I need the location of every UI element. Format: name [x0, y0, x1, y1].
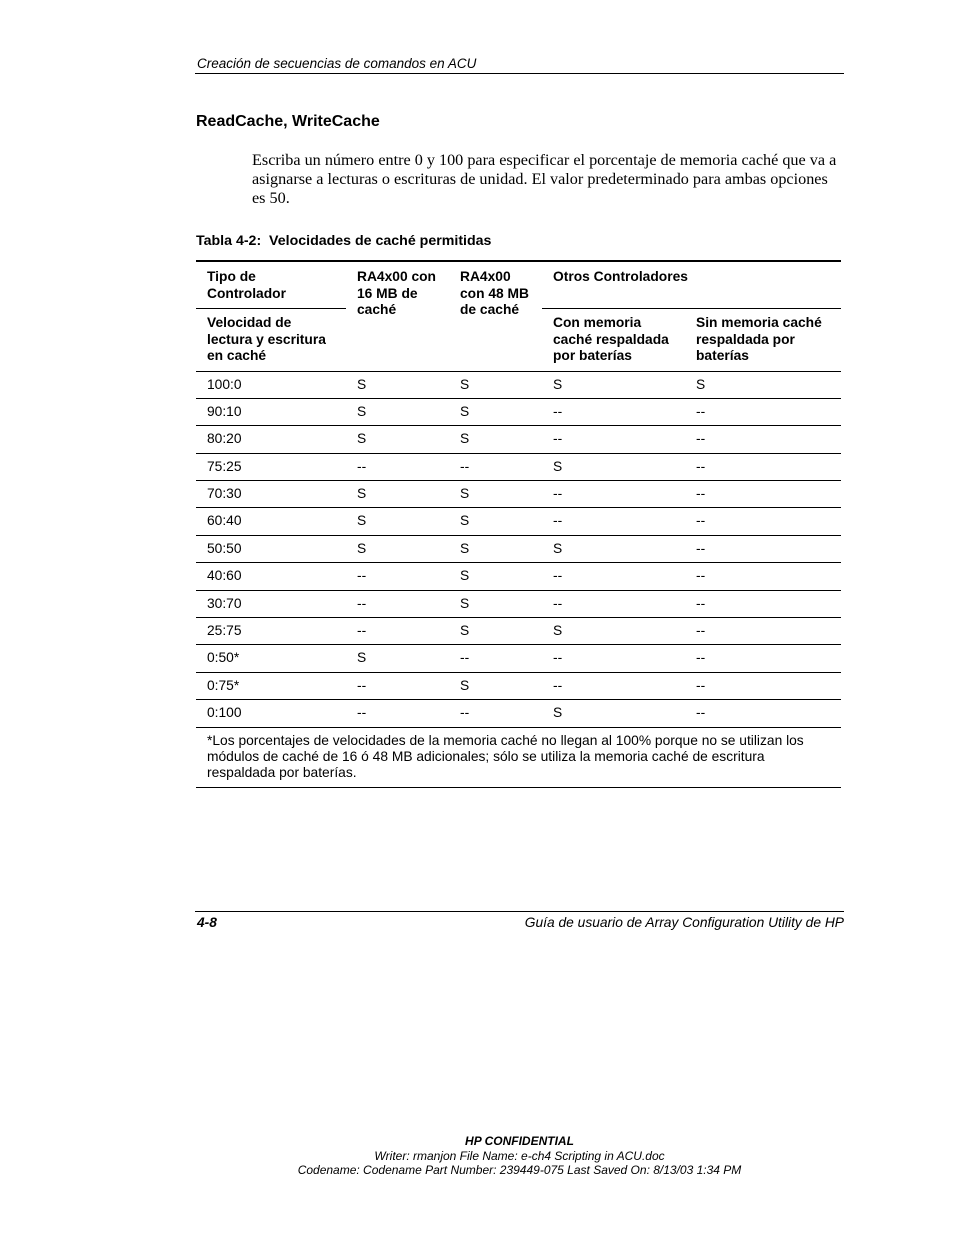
sin-bateria-cell: -- — [685, 645, 841, 672]
ra48-cell: S — [449, 590, 542, 617]
sin-bateria-cell: -- — [685, 618, 841, 645]
ra48-cell: S — [449, 481, 542, 508]
con-bateria-cell: -- — [542, 590, 685, 617]
sin-bateria-cell: -- — [685, 535, 841, 562]
table-row — [196, 700, 841, 727]
ratio-cell: 75:25 — [196, 453, 346, 480]
table-row — [196, 453, 841, 480]
page-number: 4-8 — [197, 915, 217, 930]
table-footnote: *Los porcentajes de velocidades de la memoria caché no llegan al 100% porque no se utilizan los módulos de caché de 16 ó 48 MB adicionales; sólo se utiliza la memoria caché de escritura respaldada por baterías. — [196, 727, 841, 787]
ra48-cell: S — [449, 672, 542, 699]
ra16-cell: S — [346, 426, 449, 453]
sin-bateria-cell: -- — [685, 398, 841, 425]
ra16-cell: -- — [346, 563, 449, 590]
header-ra4x00-16mb: RA4x00 con 16 MB de caché — [357, 269, 436, 317]
sin-bateria-cell: -- — [685, 508, 841, 535]
table-row — [196, 590, 841, 617]
ra16-cell: S — [346, 371, 449, 398]
con-bateria-cell: -- — [542, 563, 685, 590]
cache-ratio-table — [196, 260, 841, 788]
sin-bateria-cell: -- — [685, 672, 841, 699]
table-row — [196, 508, 841, 535]
con-bateria-cell: -- — [542, 481, 685, 508]
sin-bateria-cell: -- — [685, 563, 841, 590]
table-caption: Tabla 4-2: Velocidades de caché permitidas — [196, 233, 492, 249]
table-row — [196, 563, 841, 590]
con-bateria-cell: -- — [542, 508, 685, 535]
con-bateria-cell: -- — [542, 426, 685, 453]
table-row — [196, 672, 841, 699]
ra16-cell: -- — [346, 618, 449, 645]
header-ra4x00-48mb: RA4x00 con 48 MB de caché — [460, 269, 529, 317]
con-bateria-cell: S — [542, 700, 685, 727]
ra48-cell: -- — [449, 700, 542, 727]
ratio-cell: 50:50 — [196, 535, 346, 562]
ra16-cell: -- — [346, 453, 449, 480]
con-bateria-cell: -- — [542, 672, 685, 699]
con-bateria-cell: S — [542, 453, 685, 480]
table-row — [196, 618, 841, 645]
confidential-label: HP CONFIDENTIAL — [465, 1134, 574, 1148]
sin-bateria-cell: -- — [685, 590, 841, 617]
con-bateria-cell: -- — [542, 645, 685, 672]
table-note-row — [196, 727, 841, 787]
ra16-cell: S — [346, 508, 449, 535]
sin-bateria-cell: -- — [685, 426, 841, 453]
ra48-cell: S — [449, 563, 542, 590]
writer-info: Writer: rmanjon File Name: e-ch4 Scripting in ACU.doc — [374, 1149, 665, 1163]
table-row — [196, 481, 841, 508]
ratio-cell: 70:30 — [196, 481, 346, 508]
sin-bateria-cell: -- — [685, 700, 841, 727]
sin-bateria-cell: -- — [685, 481, 841, 508]
table-body — [196, 371, 841, 787]
header-velocidad: Velocidad de lectura y escritura en caché — [207, 315, 326, 363]
ratio-cell: 30:70 — [196, 590, 346, 617]
sin-bateria-cell: S — [685, 371, 841, 398]
con-bateria-cell: -- — [542, 398, 685, 425]
table-row — [196, 371, 841, 398]
cache-ratio-table-container — [196, 260, 841, 788]
ratio-cell: 100:0 — [196, 371, 346, 398]
header-rule — [195, 73, 844, 74]
table-row — [196, 645, 841, 672]
table-row — [196, 398, 841, 425]
header-con-memoria: Con memoria caché respaldada por baterías — [553, 315, 669, 363]
ratio-cell: 90:10 — [196, 398, 346, 425]
header-sin-memoria: Sin memoria caché respaldada por baterías — [696, 315, 822, 363]
ratio-cell: 0:100 — [196, 700, 346, 727]
ra48-cell: S — [449, 535, 542, 562]
ratio-cell: 40:60 — [196, 563, 346, 590]
header-tipo-controlador: Tipo de Controlador — [196, 261, 346, 309]
sin-bateria-cell: -- — [685, 453, 841, 480]
con-bateria-cell: S — [542, 535, 685, 562]
ra16-cell: S — [346, 535, 449, 562]
ratio-cell: 25:75 — [196, 618, 346, 645]
ra16-cell: -- — [346, 590, 449, 617]
ra16-cell: -- — [346, 700, 449, 727]
table-row — [196, 426, 841, 453]
section-heading: ReadCache, WriteCache — [196, 113, 380, 130]
ra16-cell: S — [346, 398, 449, 425]
table-row — [196, 535, 841, 562]
ratio-cell: 0:50* — [196, 645, 346, 672]
con-bateria-cell: S — [542, 618, 685, 645]
ra48-cell: -- — [449, 453, 542, 480]
ratio-cell: 0:75* — [196, 672, 346, 699]
ra48-cell: S — [449, 371, 542, 398]
running-header: Creación de secuencias de comandos en ACU — [197, 56, 477, 71]
body-paragraph: Escriba un número entre 0 y 100 para especificar el porcentaje de memoria caché que va a asignarse a lecturas o escrituras de unidad. El valor predeterminado para ambas opciones es 50. — [252, 151, 837, 207]
ra48-cell: S — [449, 398, 542, 425]
header-otros-controladores: Otros Controladores — [542, 261, 841, 309]
ra48-cell: S — [449, 618, 542, 645]
footer-book-title: Guía de usuario de Array Configuration Utility de HP — [524, 915, 844, 930]
part-number-info: Codename: Codename Part Number: 239449-075 Last Saved On: 8/13/03 1:34 PM — [297, 1163, 742, 1177]
con-bateria-cell: S — [542, 371, 685, 398]
ra16-cell: -- — [346, 672, 449, 699]
ra48-cell: -- — [449, 645, 542, 672]
ratio-cell: 80:20 — [196, 426, 346, 453]
ra16-cell: S — [346, 645, 449, 672]
ra48-cell: S — [449, 508, 542, 535]
footer-rule — [195, 911, 844, 912]
ratio-cell: 60:40 — [196, 508, 346, 535]
ra48-cell: S — [449, 426, 542, 453]
ra16-cell: S — [346, 481, 449, 508]
